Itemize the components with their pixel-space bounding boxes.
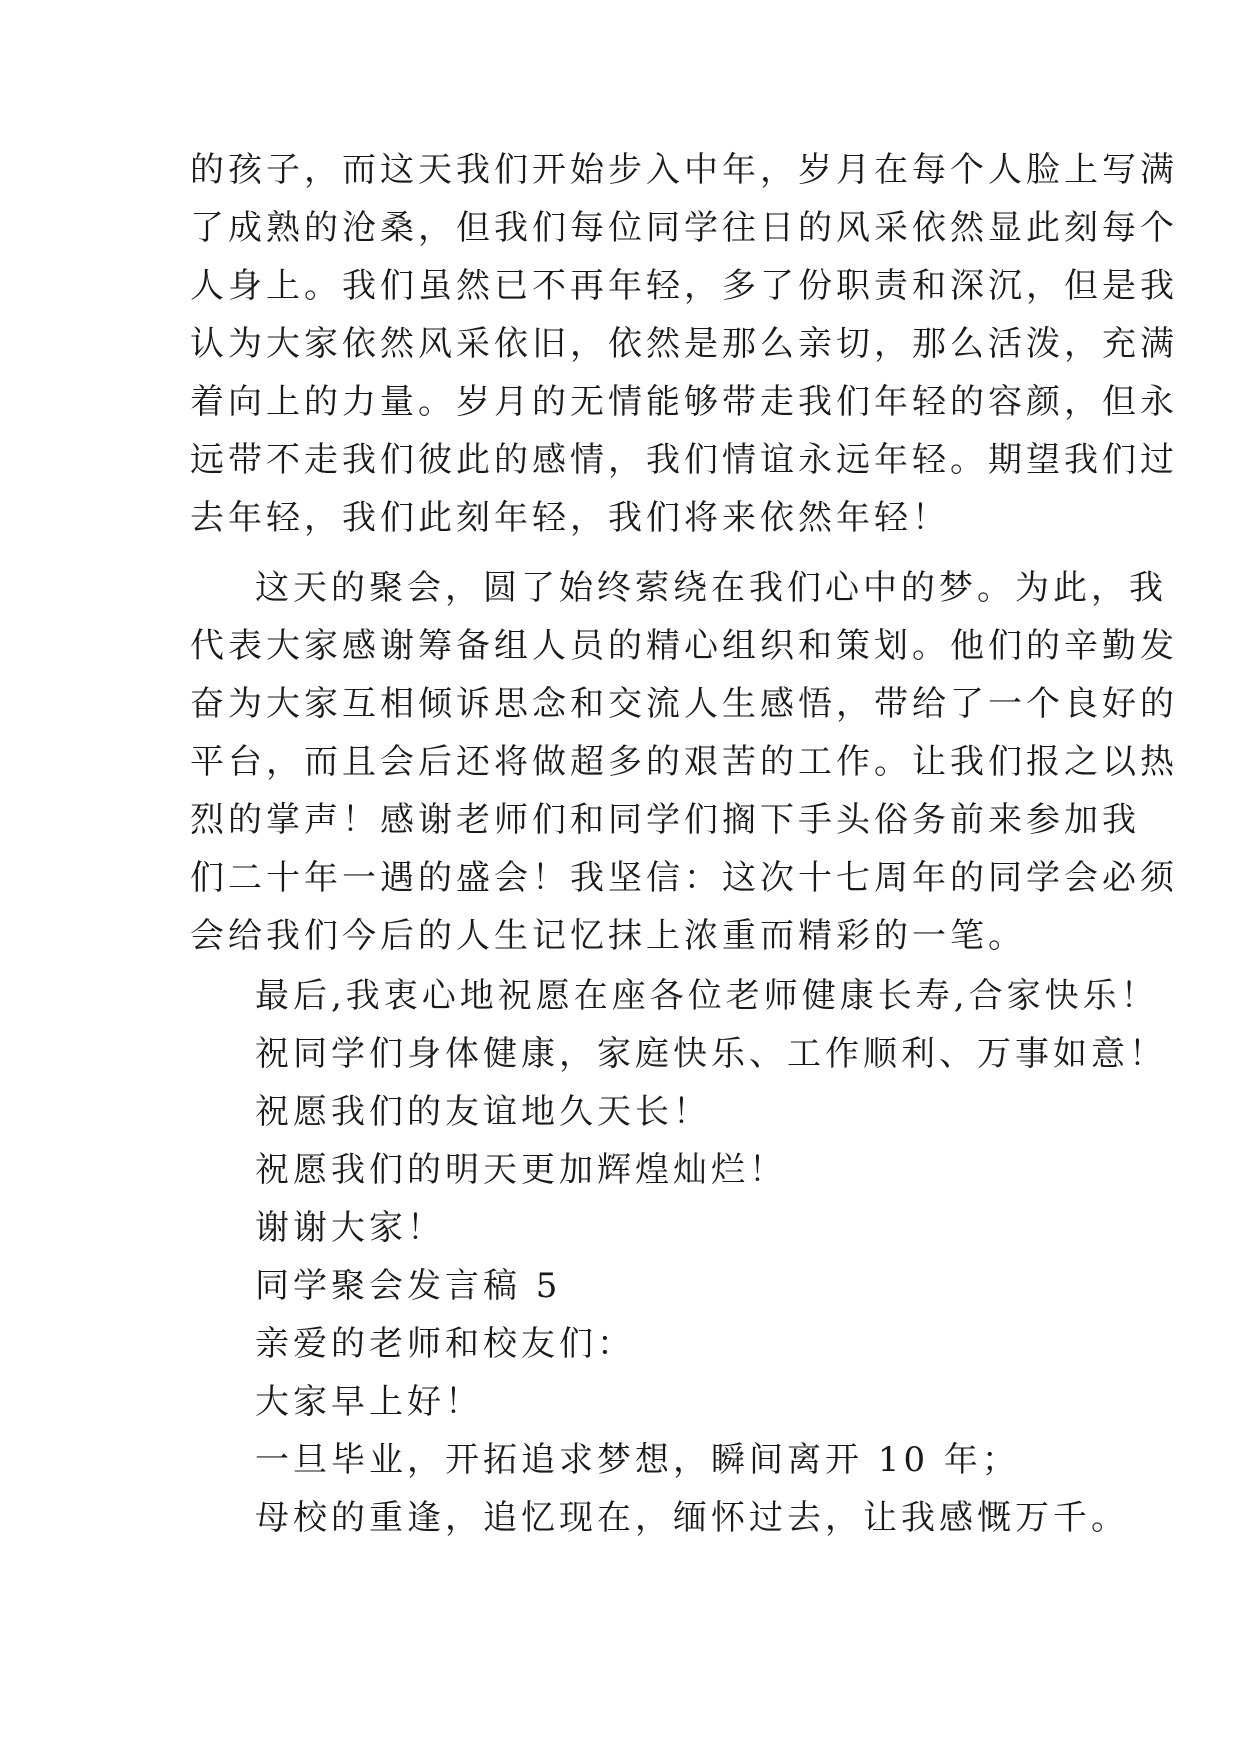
text-line: 远带不走我们彼此的感情，我们情谊永远年轻。期望我们过 [190,440,1178,480]
text-line: 着向上的力量。岁月的无情能够带走我们年轻的容颜，但永 [190,382,1178,422]
paragraph-first-line: 这天的聚会，圆了始终萦绕在我们心中的梦。为此，我 [255,568,1167,608]
text-line: 代表大家感谢筹备组人员的精心组织和策划。他们的辛勤发 [190,626,1178,666]
greeting: 大家早上好！ [255,1382,483,1422]
text-line: 母校的重逢，追忆现在，缅怀过去，让我感慨万千。 [255,1498,1129,1538]
text-line: 祝愿我们的明天更加辉煌灿烂！ [255,1150,787,1190]
text-line: 去年轻，我们此刻年轻，我们将来依然年轻！ [190,498,950,538]
text-line: 谢谢大家！ [255,1208,445,1248]
text-line: 会给我们今后的人生记忆抹上浓重而精彩的一笔。 [190,916,1026,956]
text-line: 一旦毕业，开拓追求梦想，瞬间离开 10 年； [255,1440,1020,1480]
section-heading: 同学聚会发言稿 5 [255,1266,562,1306]
text-line: 祝同学们身体健康，家庭快乐、工作顺利、万事如意！ [255,1034,1167,1074]
text-line: 奋为大家互相倾诉思念和交流人生感悟，带给了一个良好的 [190,684,1178,724]
text-line: 认为大家依然风采依旧，依然是那么亲切，那么活泼，充满 [190,324,1178,364]
text-line: 烈的掌声！感谢老师们和同学们搁下手头俗务前来参加我 [190,800,1140,840]
text-line: 的孩子，而这天我们开始步入中年，岁月在每个人脸上写满 [190,150,1178,190]
text-line: 了成熟的沧桑，但我们每位同学往日的风采依然显此刻每个 [190,208,1178,248]
text-line: 最后,我衷心地祝愿在座各位老师健康长寿,合家快乐！ [255,976,1159,1016]
text-line: 平台，而且会后还将做超多的艰苦的工作。让我们报之以热 [190,742,1178,782]
salutation: 亲爱的老师和校友们： [255,1324,635,1364]
text-line: 祝愿我们的友谊地久天长！ [255,1092,711,1132]
text-line: 们二十年一遇的盛会！我坚信：这次十七周年的同学会必须 [190,858,1178,898]
text-line: 人身上。我们虽然已不再年轻，多了份职责和深沉，但是我 [190,266,1178,306]
